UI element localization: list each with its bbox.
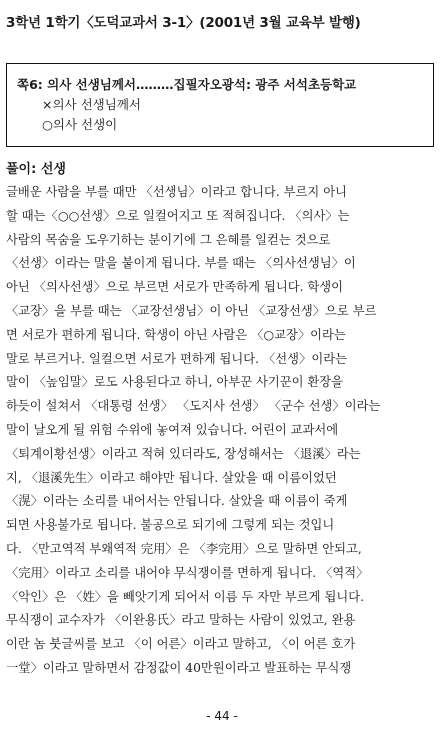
body-line: 말로 부르거나. 일컬으면 서로가 편하게 됩니다. 〈선생〉이라는 — [6, 351, 347, 366]
document-header: 3학년 1학기〈도덕교과서 3-1〉(2001년 3월 교육부 발행) — [6, 15, 361, 31]
body-line: 다. 〈만고역적 부왜역적 完用〉은 〈李完用〉으로 말하면 안되고, — [6, 541, 362, 556]
body-line: 一堂〉이라고 말하면서 감정값이 40만원이라고 발표하는 무식쟁 — [6, 660, 352, 675]
body-line: 말이 〈높임말〉로도 사용된다고 하니, 아부꾼 사기꾼이 환장을 — [6, 375, 344, 390]
explanation-title: 풀이: 선생 — [6, 162, 66, 177]
body-line: 지, 〈退溪先生〉이라고 해야만 됩니다. 살았을 때 이름이었던 — [6, 470, 337, 485]
body-line: 〈滉〉이라는 소리를 내어서는 안됩니다. 살았을 때 이름이 죽게 — [6, 494, 348, 509]
right-expression: ○의사 선생이 — [42, 117, 118, 132]
page-number: - 44 - — [206, 709, 238, 723]
body-line: 〈完用〉이라고 소리를 내어야 무식쟁이를 면하게 됩니다. 〈역적〉 — [6, 565, 369, 580]
body-line: 사람의 목숨을 도우기하는 분이기에 그 은혜를 일컫는 것으로 — [6, 232, 331, 247]
body-line: 〈선생〉이라는 말을 붙이게 됩니다. 부를 때는 〈의사선생님〉이 — [6, 256, 356, 271]
body-line: 아닌 〈의사선생〉으로 부르면 서로가 만족하게 됩니다. 학생이 — [6, 280, 344, 295]
body-line: 무식쟁이 교수자가 〈이완용氏〉라고 말하는 사람이 있었고, 완용 — [6, 613, 356, 628]
body-line: 말이 날오게 될 위험 수위에 놓여져 있습니다. 어린이 교과서에 — [6, 422, 339, 437]
body-line: 〈교장〉을 부를 때는 〈교장선생님〉이 아닌 〈교장선생〉으로 부르 — [6, 303, 377, 318]
body-line: 이란 놈 붓글씨를 보고 〈이 어른〉이라고 말하고, 〈이 어른 호가 — [6, 637, 356, 652]
body-line: 글배운 사람을 부를 때만 〈선생님〉이라고 합니다. 부르지 아니 — [6, 185, 347, 199]
body-line: 〈악인〉은 〈姓〉을 빼앗기게 되어서 이름 두 자만 부르게 됩니다. — [6, 589, 364, 604]
body-line: 할 때는〈○○선생〉으로 일컬어지고 또 적혀집니다. 〈의사〉는 — [6, 208, 350, 223]
body-line: 면 서로가 편하게 됩니다. 학생이 아닌 사람은 〈○교장〉이라는 — [6, 327, 346, 342]
body-line: 〈퇴계이황선생〉이라고 적혀 있더라도, 장성해서는 〈退溪〉라는 — [6, 446, 361, 461]
wrong-expression: ×의사 선생님께서 — [42, 97, 141, 112]
correction-box — [6, 63, 434, 147]
body-line: 되면 사용불가로 됩니다. 불공으로 되기에 그렇게 되는 것입니 — [6, 518, 335, 533]
correction-heading: 쪽6: 의사 선생님께서………집필자오광석: 광주 서석초등학교 — [17, 77, 357, 92]
body-line: 하듯이 설쳐서 〈대통령 선생〉 〈도지사 선생〉 〈군수 선생〉이라는 — [6, 399, 381, 414]
explanation-body — [6, 181, 436, 681]
